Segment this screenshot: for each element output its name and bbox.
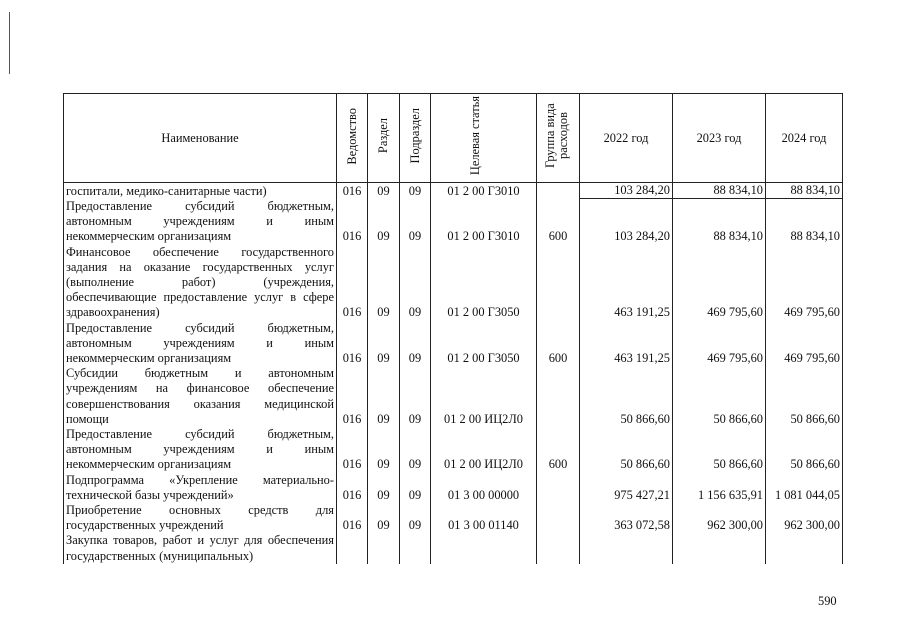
row-vedomstvo: 016 xyxy=(337,183,368,199)
row-2022: 975 427,21 xyxy=(580,473,673,503)
row-2023: 469 795,60 xyxy=(673,321,766,367)
row-name: госпитали, медико-санитарные части) xyxy=(64,183,337,199)
table-row xyxy=(64,199,843,245)
header-celevaya-label: Целевая статья xyxy=(467,96,482,176)
row-2023: 50 866,60 xyxy=(673,427,766,473)
row-name: Предоставление субсидий бюджетным, автономным учреждениям и иным некоммерческим организациям xyxy=(64,199,337,245)
row-2023: 88 834,10 xyxy=(673,199,766,245)
row-gruppa xyxy=(537,533,580,563)
row-2023: 962 300,00 xyxy=(673,503,766,533)
page-number: 590 xyxy=(818,594,837,608)
row-gruppa xyxy=(537,183,580,199)
row-podrazdel: 09 xyxy=(400,503,431,533)
table-row xyxy=(64,473,843,503)
row-razdel xyxy=(368,533,400,563)
row-name: Субсидии бюджетным и автономным учреждениям на финансовое обеспечение совершенствования оказания медицинской помощи xyxy=(64,366,337,427)
header-2022-label: 2022 год xyxy=(603,130,649,145)
table-body xyxy=(64,183,843,564)
row-2022 xyxy=(580,533,673,563)
row-2022: 363 072,58 xyxy=(580,503,673,533)
table-row xyxy=(64,427,843,473)
row-vedomstvo: 016 xyxy=(337,366,368,427)
row-vedomstvo: 016 xyxy=(337,427,368,473)
header-2024 xyxy=(766,94,843,183)
row-2024 xyxy=(766,533,843,563)
row-2024: 50 866,60 xyxy=(766,427,843,473)
row-2024: 1 081 044,05 xyxy=(766,473,843,503)
row-name: Закупка товаров, работ и услуг для обеспечения государственных (муниципальных) xyxy=(64,533,337,563)
row-razdel: 09 xyxy=(368,503,400,533)
row-2022: 103 284,20 xyxy=(580,199,673,245)
row-gruppa xyxy=(537,473,580,503)
header-2022 xyxy=(580,94,673,183)
row-2022: 103 284,20 xyxy=(580,183,673,199)
row-2022: 50 866,60 xyxy=(580,427,673,473)
budget-table-page xyxy=(63,93,842,564)
row-podrazdel: 09 xyxy=(400,321,431,367)
row-celevaya: 01 3 00 01140 xyxy=(431,503,537,533)
row-celevaya: 01 2 00 Г3010 xyxy=(431,183,537,199)
row-gruppa: 600 xyxy=(537,199,580,245)
table-row xyxy=(64,245,843,321)
row-razdel: 09 xyxy=(368,473,400,503)
row-2023: 50 866,60 xyxy=(673,366,766,427)
row-vedomstvo: 016 xyxy=(337,473,368,503)
row-podrazdel: 09 xyxy=(400,245,431,321)
row-podrazdel: 09 xyxy=(400,366,431,427)
row-celevaya: 01 2 00 Г3050 xyxy=(431,245,537,321)
row-name: Подпрограмма «Укрепление материально-технической базы учреждений» xyxy=(64,473,337,503)
row-vedomstvo: 016 xyxy=(337,245,368,321)
row-name: Предоставление субсидий бюджетным, автономным учреждениям и иным некоммерческим организациям xyxy=(64,427,337,473)
row-podrazdel xyxy=(400,533,431,563)
header-2024-label: 2024 год xyxy=(781,130,827,145)
row-name: Финансовое обеспечение государственного задания на оказание государственных услуг (выполнение работ) (учреждения, обеспечивающие предоставление услуг в сфере здравоохранения) xyxy=(64,245,337,321)
table-row xyxy=(64,533,843,563)
row-gruppa xyxy=(537,245,580,321)
header-podrazdel xyxy=(400,94,431,183)
header-2023-label: 2023 год xyxy=(696,130,742,145)
row-2022: 463 191,25 xyxy=(580,245,673,321)
row-name: Приобретение основных средств для государственных учреждений xyxy=(64,503,337,533)
header-name xyxy=(64,94,337,183)
row-gruppa xyxy=(537,366,580,427)
header-razdel xyxy=(368,94,400,183)
row-2024: 962 300,00 xyxy=(766,503,843,533)
row-vedomstvo: 016 xyxy=(337,503,368,533)
row-2023 xyxy=(673,533,766,563)
header-vedomstvo xyxy=(337,94,368,183)
row-razdel: 09 xyxy=(368,427,400,473)
row-2023: 1 156 635,91 xyxy=(673,473,766,503)
row-2023: 88 834,10 xyxy=(673,183,766,199)
table-row xyxy=(64,503,843,533)
row-podrazdel: 09 xyxy=(400,427,431,473)
header-2023 xyxy=(673,94,766,183)
table-row xyxy=(64,183,843,199)
row-podrazdel: 09 xyxy=(400,473,431,503)
row-2024: 469 795,60 xyxy=(766,321,843,367)
row-2024: 88 834,10 xyxy=(766,183,843,199)
header-vedomstvo-label: Ведомство xyxy=(344,107,359,165)
header-celevaya xyxy=(431,94,537,183)
row-vedomstvo: 016 xyxy=(337,199,368,245)
row-2024: 50 866,60 xyxy=(766,366,843,427)
row-celevaya: 01 2 00 ИЦ2Л0 xyxy=(431,366,537,427)
row-2023: 469 795,60 xyxy=(673,245,766,321)
header-gruppa-label: Группа вида расходов xyxy=(543,103,570,169)
row-vedomstvo: 016 xyxy=(337,321,368,367)
row-2024: 88 834,10 xyxy=(766,199,843,245)
row-name: Предоставление субсидий бюджетным, автономным учреждениям и иным некоммерческим организациям xyxy=(64,321,337,367)
row-gruppa: 600 xyxy=(537,321,580,367)
row-gruppa xyxy=(537,503,580,533)
table-row xyxy=(64,321,843,367)
table-row xyxy=(64,366,843,427)
row-podrazdel: 09 xyxy=(400,199,431,245)
row-podrazdel: 09 xyxy=(400,183,431,199)
row-razdel: 09 xyxy=(368,321,400,367)
header-razdel-label: Раздел xyxy=(376,118,390,154)
row-celevaya: 01 2 00 Г3010 xyxy=(431,199,537,245)
header-name-label: Наименование xyxy=(161,130,239,145)
row-celevaya xyxy=(431,533,537,563)
row-celevaya: 01 2 00 ИЦ2Л0 xyxy=(431,427,537,473)
row-razdel: 09 xyxy=(368,366,400,427)
row-2024: 469 795,60 xyxy=(766,245,843,321)
budget-table xyxy=(63,93,843,564)
table-header xyxy=(64,94,843,183)
row-razdel: 09 xyxy=(368,199,400,245)
header-podrazdel-label: Подраздел xyxy=(407,108,422,164)
row-celevaya: 01 2 00 Г3050 xyxy=(431,321,537,367)
row-gruppa: 600 xyxy=(537,427,580,473)
row-vedomstvo xyxy=(337,533,368,563)
margin-line xyxy=(9,12,10,74)
row-razdel: 09 xyxy=(368,245,400,321)
header-gruppa xyxy=(537,94,580,183)
row-2022: 463 191,25 xyxy=(580,321,673,367)
row-2022: 50 866,60 xyxy=(580,366,673,427)
row-celevaya: 01 3 00 00000 xyxy=(431,473,537,503)
row-razdel: 09 xyxy=(368,183,400,199)
